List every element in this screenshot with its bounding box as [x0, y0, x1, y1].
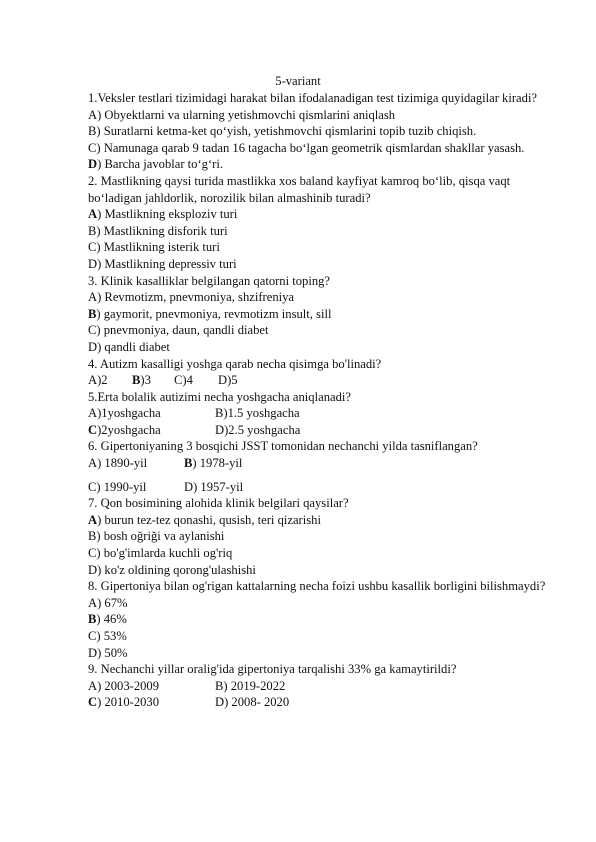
- q8-option-c: C) 53%: [88, 629, 127, 643]
- q3-option-d: D) qandli diabet: [88, 339, 170, 354]
- question-6: 6. Gipertoniyaning 3 bosqichi JSST tomonidan nechanchi yilda tasniflangan?: [88, 439, 478, 454]
- q3-option-a: A) Revmotizm, pnevmoniya, shzifreniya: [88, 290, 294, 305]
- question-8: 8. Gipertoniya bilan og'rigan kattalarning necha foizi ushbu kasallik borligini bilishmaydi?: [88, 579, 546, 594]
- q5-option-d: D)2.5 yoshgacha: [215, 422, 301, 437]
- q1-option-d-text: ) Barcha javoblar to‘g‘ri.: [97, 157, 223, 172]
- question-3: 3. Klinik kasalliklar belgilangan qatorni toping?: [88, 273, 331, 288]
- q2-option-a-text: ) Mastlikning eksploziv turi: [97, 207, 238, 222]
- q2-option-a: [88, 206, 558, 223]
- q5-option-b: B)1.5 yoshgacha: [215, 406, 300, 421]
- question-1: 1.Veksler testlari tizimidagi harakat bilan ifodalanadigan test tizimiga quyidagilar kiradi?: [88, 91, 538, 105]
- q8-option-b-text: ) 46%: [96, 612, 127, 627]
- test-content: [88, 90, 558, 711]
- q1-option-b: B) Suratlarni ketma-ket qo‘yish, yetishmovchi qismlarini topib tuzib chiqish.: [88, 124, 477, 139]
- question-4: 4. Autizm kasalligi yoshga qarab necha qisimga bo'linadi?: [88, 356, 382, 371]
- q5-options-row-2: [88, 422, 558, 439]
- q1-option-c: C) Namunaga qarab 9 tadan 16 tagacha bo‘lgan geometrik qismlardan shakllar yasash.: [88, 140, 525, 155]
- q9-option-a: A) 2003-2009: [88, 678, 160, 693]
- q5-option-c-text: )2yoshgacha: [97, 422, 161, 437]
- q4-option-b-text: )3: [140, 373, 151, 388]
- q6-correct-marker: B: [184, 456, 193, 471]
- question-5: 5.Erta bolalik autizimi necha yoshgacha aniqlanadi?: [88, 389, 351, 404]
- q4-correct-marker: B: [132, 373, 141, 388]
- q2-option-b: B) Mastlikning disforik turi: [88, 223, 228, 238]
- q6-options-row-1: [88, 455, 558, 472]
- q1-correct-marker: D: [88, 157, 98, 172]
- q7-option-a: [88, 512, 558, 529]
- q8-option-d: D) 50%: [88, 645, 128, 660]
- q4-options-row: [88, 372, 558, 389]
- q2-option-d: D) Mastlikning depressiv turi: [88, 256, 237, 271]
- q9-option-c: [88, 694, 215, 711]
- q1-option-d: [88, 156, 558, 173]
- q9-option-b: B) 2019-2022: [215, 678, 286, 693]
- q5-options-row-1: [88, 405, 558, 422]
- q8-correct-marker: B: [88, 612, 97, 627]
- q7-option-d: D) ko'z oldining qorong'ulashishi: [88, 562, 256, 577]
- q6-option-d: D) 1957-yil: [184, 479, 244, 494]
- q6-option-b: [184, 455, 242, 472]
- q2-option-c: C) Mastlikning isterik turi: [88, 240, 220, 255]
- q5-correct-marker: C: [88, 422, 98, 437]
- q9-options-row-2: [88, 694, 558, 711]
- q5-option-a: A)1yoshgacha: [88, 406, 161, 421]
- question-7: 7. Qon bosimining alohida klinik belgilari qaysilar?: [88, 496, 349, 511]
- q5-option-c: [88, 422, 215, 439]
- q4-option-d: D)5: [218, 373, 238, 388]
- q1-option-a: A) Obyektlarni va ularning yetishmovchi qismlarini aniqlash: [88, 107, 396, 122]
- q8-option-a: A) 67%: [88, 595, 128, 610]
- q7-option-c: C) bo'g'imlarda kuchli og'riq: [88, 546, 233, 561]
- question-9: 9. Nechanchi yillar oralig'ida gipertoniya tarqalishi 33% ga kamaytirildi?: [88, 662, 457, 677]
- q9-option-d: D) 2008- 2020: [215, 695, 290, 710]
- q6-option-c: C) 1990-yil: [88, 479, 147, 494]
- q9-options-row-1: [88, 678, 558, 695]
- q4-option-a: A)2: [88, 373, 108, 388]
- q4-option-b: [132, 372, 174, 389]
- q7-option-a-text: ) burun tez-tez qonashi, qusish, teri qizarishi: [97, 512, 321, 527]
- q2-correct-marker: A: [88, 207, 98, 222]
- q3-option-c: C) pnevmoniya, daun, qandli diabet: [88, 323, 269, 338]
- question-2: 2. Mastlikning qaysi turida mastlikka xos baland kayfiyat kamroq bo‘lib, qisqa vaqt bo‘ladigan jahldorlik, norozilik bilan almashinib turadi?: [88, 173, 511, 205]
- q7-option-b: B) bosh oğriği va aylanishi: [88, 529, 225, 544]
- q3-option-b: [88, 306, 558, 323]
- spacer: [88, 472, 558, 479]
- variant-title: 5-variant: [275, 74, 321, 88]
- q8-option-b: [88, 611, 558, 628]
- q7-correct-marker: A: [88, 512, 98, 527]
- q9-correct-marker: C: [88, 695, 98, 710]
- q6-options-row-2: [88, 479, 558, 496]
- q3-option-b-text: ) gaymorit, pnevmoniya, revmotizm insult, sill: [96, 306, 332, 321]
- q6-option-a: A) 1890-yil: [88, 456, 148, 471]
- q6-option-b-text: ) 1978-yil: [192, 456, 243, 471]
- q9-option-c-text: ) 2010-2030: [97, 695, 160, 710]
- q4-option-c: C)4: [174, 373, 193, 388]
- q3-correct-marker: B: [88, 306, 97, 321]
